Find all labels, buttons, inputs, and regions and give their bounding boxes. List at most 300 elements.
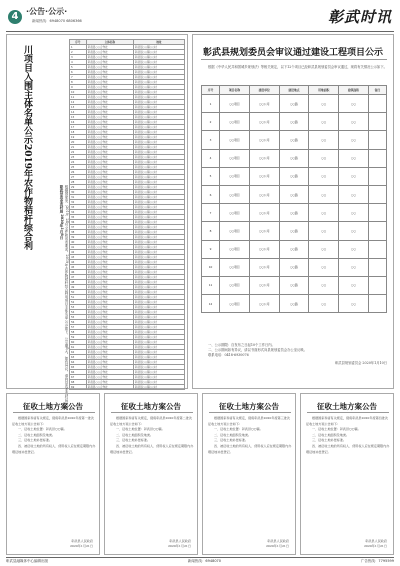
entity-list-rows — [70, 45, 185, 390]
table-cell — [368, 149, 386, 167]
table-cell: 彰武县○○合作社 — [86, 290, 133, 295]
table-cell: 5 — [70, 65, 87, 70]
table-cell: 彰武县○○镇○○村 — [133, 75, 184, 80]
table-cell: 彰武县○○镇○○村 — [133, 295, 184, 300]
table-cell: 彰武县○○合作社 — [86, 295, 133, 300]
table-cell: 彰武县○○镇○○村 — [133, 270, 184, 275]
list-article-body — [9, 185, 69, 425]
table-cell: 27 — [70, 175, 87, 180]
plan-paragraph: 二、征收土地面积及地类。 — [312, 432, 350, 437]
table-cell: 42 — [70, 250, 87, 255]
table-cell: 62 — [70, 350, 87, 355]
table-cell: 彰武县○○合作社 — [86, 110, 133, 115]
table-cell: 彰武县○○镇○○村 — [133, 120, 184, 125]
footer-news-hotline: 新闻热线：6948070 — [187, 559, 221, 563]
table-cell: ○○ — [339, 113, 369, 131]
list-article-org: 彰武县农业农村局 2020年1月8日 — [60, 185, 64, 240]
plan-paragraph: 三、征收土地补偿标准。 — [116, 438, 151, 443]
table-cell: 63 — [70, 355, 87, 360]
table-cell: ○○路 — [279, 131, 309, 149]
table-cell: 66 — [70, 370, 87, 375]
table-cell: ○○ — [339, 276, 369, 294]
table-cell: ○○ — [309, 276, 339, 294]
table-cell: ○○项目 — [220, 276, 250, 294]
table-cell: 彰武县○○镇○○村 — [133, 60, 184, 65]
table-cell: 18 — [70, 130, 87, 135]
table-cell: 彰武县○○镇○○村 — [133, 330, 184, 335]
table-cell: 彰武县○○合作社 — [86, 255, 133, 260]
table-cell: ○○公司 — [249, 131, 279, 149]
table-cell: 3 — [202, 131, 220, 149]
table-cell — [368, 131, 386, 149]
table-cell: 彰武县○○镇○○村 — [133, 335, 184, 340]
table-cell: ○○项目 — [220, 95, 250, 113]
table-cell: 彰武县○○合作社 — [86, 335, 133, 340]
table-cell: ○○ — [339, 185, 369, 203]
table-cell: 彰武县○○合作社 — [86, 85, 133, 90]
table-cell: 彰武县○○镇○○村 — [133, 285, 184, 290]
table-cell — [368, 113, 386, 131]
table-cell: 彰武县○○镇○○村 — [133, 190, 184, 195]
table-cell: ○○项目 — [220, 113, 250, 131]
table-cell: 13 — [70, 105, 87, 110]
table-cell: 29 — [70, 185, 87, 190]
table-cell: 彰武县○○镇○○村 — [133, 230, 184, 235]
table-cell: 14 — [70, 110, 87, 115]
header-rule — [6, 31, 394, 32]
table-cell: 2 — [70, 50, 87, 55]
table-cell: 彰武县○○合作社 — [86, 150, 133, 155]
table-cell: 15 — [70, 115, 87, 120]
table-row — [202, 276, 387, 294]
table-cell: 69 — [70, 385, 87, 390]
table-cell: 彰武县○○合作社 — [86, 300, 133, 305]
table-header-row — [202, 86, 387, 95]
table-cell: 彰武县○○合作社 — [86, 80, 133, 85]
table-cell — [368, 295, 386, 313]
table-cell: 22 — [70, 150, 87, 155]
plan-body — [110, 416, 194, 455]
table-cell: ○○公司 — [249, 113, 279, 131]
table-cell: 彰武县○○合作社 — [86, 245, 133, 250]
table-cell: ○○项目 — [220, 167, 250, 185]
plan-signature: 彰武县人民政府 2020年1月21日 — [363, 539, 387, 548]
table-cell: 彰武县○○镇○○村 — [133, 325, 184, 330]
table-row — [202, 204, 387, 222]
table-cell: 彰武县○○镇○○村 — [133, 255, 184, 260]
table-cell: 17 — [70, 125, 87, 130]
table-cell: 彰武县○○合作社 — [86, 155, 133, 160]
table-cell: 50 — [70, 290, 87, 295]
table-cell: 彰武县○○合作社 — [86, 265, 133, 270]
notice-signature: 彰武县规划委员会 2020年1月10日 — [335, 360, 387, 365]
table-cell: 45 — [70, 265, 87, 270]
plan-paragraph: 二、征收土地面积及地类。 — [116, 432, 154, 437]
page-number-badge: 4 — [8, 10, 22, 24]
table-cell: 彰武县○○合作社 — [86, 125, 133, 130]
table-cell: 48 — [70, 280, 87, 285]
table-cell: 彰武县○○合作社 — [86, 190, 133, 195]
table-cell: 25 — [70, 165, 87, 170]
notice-footer-line: 联系电话：0418-6930076 — [208, 353, 249, 358]
table-cell: 10 — [202, 258, 220, 276]
plan-paragraph: 一、征收土地位置：彰武县○○镇。 — [312, 427, 361, 432]
table-cell: 彰武县○○合作社 — [86, 235, 133, 240]
table-cell: 34 — [70, 210, 87, 215]
table-cell: ○○ — [339, 131, 369, 149]
table-cell: 彰武县○○合作社 — [86, 285, 133, 290]
table-cell: 彰武县○○镇○○村 — [133, 105, 184, 110]
table-cell: 彰武县○○镇○○村 — [133, 155, 184, 160]
table-cell: 彰武县○○合作社 — [86, 205, 133, 210]
table-cell: 彰武县○○合作社 — [86, 200, 133, 205]
table-cell: ○○ — [309, 222, 339, 240]
table-cell: 53 — [70, 305, 87, 310]
table-cell: 彰武县○○镇○○村 — [133, 195, 184, 200]
table-cell: 41 — [70, 245, 87, 250]
table-cell: 彰武县○○合作社 — [86, 345, 133, 350]
table-cell: 彰武县○○镇○○村 — [133, 135, 184, 140]
table-cell: 12 — [70, 100, 87, 105]
table-header-cell: 序号 — [70, 40, 87, 45]
notice-intro: 根据《中华人民共和国城乡规划法》等相关规定，以下12个项目已经彰武县规划委员会审议通过，现将有关情况公示如下。 — [208, 65, 387, 69]
plan-paragraph: 一、征收土地位置：彰武县○○镇。 — [116, 427, 165, 432]
table-row — [202, 258, 387, 276]
table-cell: 11 — [202, 276, 220, 294]
table-row — [202, 295, 387, 313]
table-cell: 彰武县○○镇○○村 — [133, 85, 184, 90]
table-cell: 46 — [70, 270, 87, 275]
table-cell: 彰武县○○镇○○村 — [133, 360, 184, 365]
table-cell: ○○项目 — [220, 131, 250, 149]
table-row — [202, 113, 387, 131]
table-cell: 57 — [70, 325, 87, 330]
table-cell: 彰武县○○镇○○村 — [133, 160, 184, 165]
table-cell: 彰武县○○合作社 — [86, 185, 133, 190]
table-cell: 54 — [70, 310, 87, 315]
project-rows — [202, 95, 387, 313]
table-cell: ○○ — [309, 95, 339, 113]
table-cell: 彰武县○○镇○○村 — [133, 385, 184, 390]
table-cell: 4 — [70, 60, 87, 65]
table-cell: 彰武县○○镇○○村 — [133, 150, 184, 155]
table-cell: 47 — [70, 275, 87, 280]
table-header-cell: 地址 — [133, 40, 184, 45]
table-cell: 11 — [70, 95, 87, 100]
table-cell: ○○路 — [279, 295, 309, 313]
table-cell: 彰武县○○镇○○村 — [133, 125, 184, 130]
header-meta: 新闻热线：6948070 6806366 — [32, 19, 82, 23]
table-cell: 8 — [202, 222, 220, 240]
plan-paragraph: 二、征收土地面积及地类。 — [214, 432, 252, 437]
table-cell: 彰武县○○镇○○村 — [133, 140, 184, 145]
table-cell: ○○ — [309, 204, 339, 222]
page-header — [6, 4, 394, 30]
table-row — [202, 240, 387, 258]
table-row — [202, 131, 387, 149]
plan-body — [12, 416, 96, 455]
table-cell: 36 — [70, 220, 87, 225]
table-cell: 49 — [70, 285, 87, 290]
table-cell: 7 — [202, 204, 220, 222]
table-cell: 彰武县○○合作社 — [86, 385, 133, 390]
table-cell: 彰武县○○合作社 — [86, 195, 133, 200]
table-cell: ○○项目 — [220, 222, 250, 240]
table-row — [202, 185, 387, 203]
table-cell: ○○项目 — [220, 295, 250, 313]
plan-paragraph: 根据国家和省有关规定，现将彰武县2020年度第二批次征收土地方案公告如下： — [110, 416, 192, 426]
land-plan-4 — [300, 393, 394, 555]
table-row — [202, 95, 387, 113]
table-cell: 61 — [70, 345, 87, 350]
table-cell: ○○ — [339, 258, 369, 276]
table-cell: ○○公司 — [249, 204, 279, 222]
table-cell: ○○ — [339, 295, 369, 313]
table-cell: ○○公司 — [249, 240, 279, 258]
table-cell: 彰武县○○合作社 — [86, 95, 133, 100]
plan-body — [208, 416, 292, 455]
table-cell: 彰武县○○镇○○村 — [133, 215, 184, 220]
table-header-cell: 用地面积 — [309, 86, 339, 95]
table-cell: 12 — [202, 295, 220, 313]
table-cell: 彰武县○○镇○○村 — [133, 170, 184, 175]
table-cell: 彰武县○○合作社 — [86, 360, 133, 365]
table-cell: 9 — [202, 240, 220, 258]
table-cell: 彰武县○○镇○○村 — [133, 345, 184, 350]
table-cell: 彰武县○○合作社 — [86, 315, 133, 320]
plan-paragraph: 根据国家和省有关规定，现将彰武县2020年度第一批次征收土地方案公告如下： — [12, 416, 94, 426]
table-cell: 58 — [70, 330, 87, 335]
table-cell: 彰武县○○镇○○村 — [133, 245, 184, 250]
table-cell — [368, 204, 386, 222]
table-cell: 6 — [202, 185, 220, 203]
table-cell: 彰武县○○合作社 — [86, 120, 133, 125]
table-cell: 彰武县○○镇○○村 — [133, 145, 184, 150]
table-row — [202, 149, 387, 167]
list-article-text: 根据国家发〔2019〕24号文件和省市要求，2019年农作物秸秆综合利用项目主体名单公示如下，公示期5天。如有异议，请向县农业农村局反映。 — [65, 185, 69, 413]
table-cell: 32 — [70, 200, 87, 205]
table-cell: 65 — [70, 365, 87, 370]
table-cell: 彰武县○○合作社 — [86, 145, 133, 150]
table-cell: 彰武县○○镇○○村 — [133, 350, 184, 355]
table-cell: 39 — [70, 235, 87, 240]
table-cell: 彰武县○○镇○○村 — [133, 185, 184, 190]
table-cell: ○○路 — [279, 95, 309, 113]
plan-paragraph: 三、征收土地补偿标准。 — [18, 438, 53, 443]
table-cell: 彰武县○○镇○○村 — [133, 365, 184, 370]
table-cell: 彰武县○○合作社 — [86, 75, 133, 80]
table-cell: 彰武县○○镇○○村 — [133, 45, 184, 50]
table-header-cell: 项目名称 — [220, 86, 250, 95]
table-cell: 35 — [70, 215, 87, 220]
table-cell: 彰武县○○合作社 — [86, 340, 133, 345]
plan-title: 征收土地方案公告 — [219, 402, 279, 411]
table-cell: 彰武县○○合作社 — [86, 165, 133, 170]
table-cell: 彰武县○○合作社 — [86, 350, 133, 355]
table-cell: ○○项目 — [220, 240, 250, 258]
table-cell: 1 — [70, 45, 87, 50]
table-cell — [368, 276, 386, 294]
table-cell: 彰武县○○合作社 — [86, 260, 133, 265]
table-cell: 彰武县○○合作社 — [86, 210, 133, 215]
table-cell: 彰武县○○合作社 — [86, 105, 133, 110]
table-cell: ○○路 — [279, 222, 309, 240]
project-table — [201, 85, 387, 313]
table-cell: 68 — [70, 380, 87, 385]
table-cell: 19 — [70, 135, 87, 140]
table-cell: 彰武县○○合作社 — [86, 220, 133, 225]
notice-footer-line: 二、公示期间如有异议，请以书面形式向县规划委员会办公室反映。 — [208, 348, 307, 353]
table-cell: 40 — [70, 240, 87, 245]
table-cell: ○○路 — [279, 240, 309, 258]
table-cell: ○○公司 — [249, 295, 279, 313]
table-cell: 彰武县○○合作社 — [86, 240, 133, 245]
table-cell — [368, 185, 386, 203]
table-cell: 56 — [70, 320, 87, 325]
table-cell: 彰武县○○镇○○村 — [133, 50, 184, 55]
land-plan-3 — [202, 393, 296, 555]
table-cell: ○○ — [309, 185, 339, 203]
table-cell: 4 — [202, 149, 220, 167]
footer-publisher: 彰武县融媒体中心编辑出版 — [6, 559, 48, 563]
table-cell: ○○公司 — [249, 276, 279, 294]
table-cell: 彰武县○○合作社 — [86, 325, 133, 330]
table-cell: 彰武县○○镇○○村 — [133, 100, 184, 105]
plan-paragraph: 四、被征收土地的所有权人、使用权人应在规定期限内办理征地补偿登记。 — [12, 443, 96, 454]
table-cell: ○○ — [309, 258, 339, 276]
table-cell: 彰武县○○镇○○村 — [133, 380, 184, 385]
table-cell: 彰武县○○镇○○村 — [133, 290, 184, 295]
table-cell: 彰武县○○合作社 — [86, 365, 133, 370]
masthead-logo: 彰武时讯 — [327, 8, 392, 26]
table-cell: 2 — [202, 113, 220, 131]
plan-title: 征收土地方案公告 — [23, 402, 83, 411]
table-cell: 28 — [70, 180, 87, 185]
plan-paragraph: 四、被征收土地的所有权人、使用权人应在规定期限内办理征地补偿登记。 — [208, 443, 292, 454]
table-row — [202, 167, 387, 185]
table-cell: 彰武县○○合作社 — [86, 215, 133, 220]
table-cell: ○○ — [309, 149, 339, 167]
table-cell: 24 — [70, 160, 87, 165]
table-cell: ○○路 — [279, 258, 309, 276]
notice-footer-line: 一、公示期限：自发布之日起10个工作日内。 — [208, 343, 275, 347]
table-cell: 31 — [70, 195, 87, 200]
table-cell: 60 — [70, 340, 87, 345]
table-cell: ○○路 — [279, 113, 309, 131]
table-cell: 1 — [202, 95, 220, 113]
table-cell: 彰武县○○镇○○村 — [133, 80, 184, 85]
table-cell: 5 — [202, 167, 220, 185]
table-cell: 彰武县○○合作社 — [86, 310, 133, 315]
table-cell: ○○公司 — [249, 95, 279, 113]
plan-paragraph: 一、征收土地位置：彰武县○○镇。 — [214, 427, 263, 432]
plan-signature: 彰武县人民政府 2020年1月21日 — [265, 539, 289, 548]
table-cell: 彰武县○○合作社 — [86, 280, 133, 285]
table-cell: ○○ — [309, 113, 339, 131]
table-cell: 彰武县○○镇○○村 — [133, 300, 184, 305]
table-cell: 彰武县○○镇○○村 — [133, 315, 184, 320]
plan-paragraph: 三、征收土地补偿标准。 — [312, 438, 347, 443]
table-cell: 彰武县○○合作社 — [86, 115, 133, 120]
table-cell: 彰武县○○镇○○村 — [133, 65, 184, 70]
table-cell: 20 — [70, 140, 87, 145]
table-cell: 6 — [70, 70, 87, 75]
plan-paragraph: 一、征收土地位置：彰武县○○镇。 — [18, 427, 67, 432]
table-cell: 彰武县○○镇○○村 — [133, 275, 184, 280]
table-cell: ○○ — [309, 167, 339, 185]
table-cell: 23 — [70, 155, 87, 160]
table-header-cell: 序号 — [202, 86, 220, 95]
table-cell: ○○ — [309, 131, 339, 149]
table-cell: 彰武县○○镇○○村 — [133, 235, 184, 240]
table-cell: 彰武县○○镇○○村 — [133, 95, 184, 100]
table-cell: 彰武县○○镇○○村 — [133, 115, 184, 120]
table-cell: 彰武县○○镇○○村 — [133, 240, 184, 245]
plan-paragraph: 四、被征收土地的所有权人、使用权人应在规定期限内办理征地补偿登记。 — [306, 443, 390, 454]
table-cell: ○○ — [339, 240, 369, 258]
list-article-title: 川项目入围主体名单公示2019年农作物秸秆综合利 — [22, 45, 32, 251]
table-cell: 彰武县○○镇○○村 — [133, 265, 184, 270]
table-cell — [368, 222, 386, 240]
table-cell: ○○项目 — [220, 204, 250, 222]
table-cell: 彰武县○○合作社 — [86, 100, 133, 105]
table-cell: 彰武县○○镇○○村 — [133, 165, 184, 170]
footer-rule — [6, 557, 394, 558]
table-cell — [368, 258, 386, 276]
table-cell: ○○路 — [279, 276, 309, 294]
table-cell: 彰武县○○镇○○村 — [133, 130, 184, 135]
plan-title-rule — [307, 412, 389, 413]
plan-signature: 彰武县人民政府 2020年1月21日 — [167, 539, 191, 548]
table-cell: 彰武县○○合作社 — [86, 305, 133, 310]
table-cell: 59 — [70, 335, 87, 340]
table-cell: ○○路 — [279, 185, 309, 203]
table-cell — [368, 95, 386, 113]
table-cell: 彰武县○○镇○○村 — [133, 370, 184, 375]
table-cell: ○○项目 — [220, 258, 250, 276]
table-cell: 彰武县○○合作社 — [86, 135, 133, 140]
table-cell — [368, 240, 386, 258]
table-cell: 彰武县○○镇○○村 — [133, 70, 184, 75]
table-cell: ○○ — [339, 95, 369, 113]
table-row — [70, 385, 185, 390]
table-cell: ○○公司 — [249, 258, 279, 276]
table-cell: 彰武县○○合作社 — [86, 275, 133, 280]
table-cell: ○○项目 — [220, 185, 250, 203]
table-cell: ○○路 — [279, 167, 309, 185]
plan-paragraph: 根据国家和省有关规定，现将彰武县2020年度第四批次征收土地方案公告如下： — [306, 416, 388, 426]
land-plan-1 — [6, 393, 100, 555]
table-cell: ○○ — [339, 149, 369, 167]
table-cell: ○○公司 — [249, 167, 279, 185]
plan-paragraph: 根据国家和省有关规定，现将彰武县2020年度第三批次征收土地方案公告如下： — [208, 416, 290, 426]
table-cell: ○○路 — [279, 149, 309, 167]
table-cell: ○○公司 — [249, 185, 279, 203]
table-cell: 彰武县○○镇○○村 — [133, 320, 184, 325]
table-cell: 52 — [70, 300, 87, 305]
table-cell: 37 — [70, 225, 87, 230]
table-cell: 彰武县○○合作社 — [86, 50, 133, 55]
table-cell: 彰武县○○镇○○村 — [133, 250, 184, 255]
table-cell: 彰武县○○合作社 — [86, 180, 133, 185]
table-cell: ○○ — [339, 222, 369, 240]
table-cell: 彰武县○○镇○○村 — [133, 305, 184, 310]
table-cell: 彰武县○○合作社 — [86, 130, 133, 135]
table-cell: 彰武县○○镇○○村 — [133, 220, 184, 225]
table-cell: 彰武县○○镇○○村 — [133, 210, 184, 215]
notice-footer — [201, 343, 387, 366]
table-cell: 彰武县○○合作社 — [86, 380, 133, 385]
